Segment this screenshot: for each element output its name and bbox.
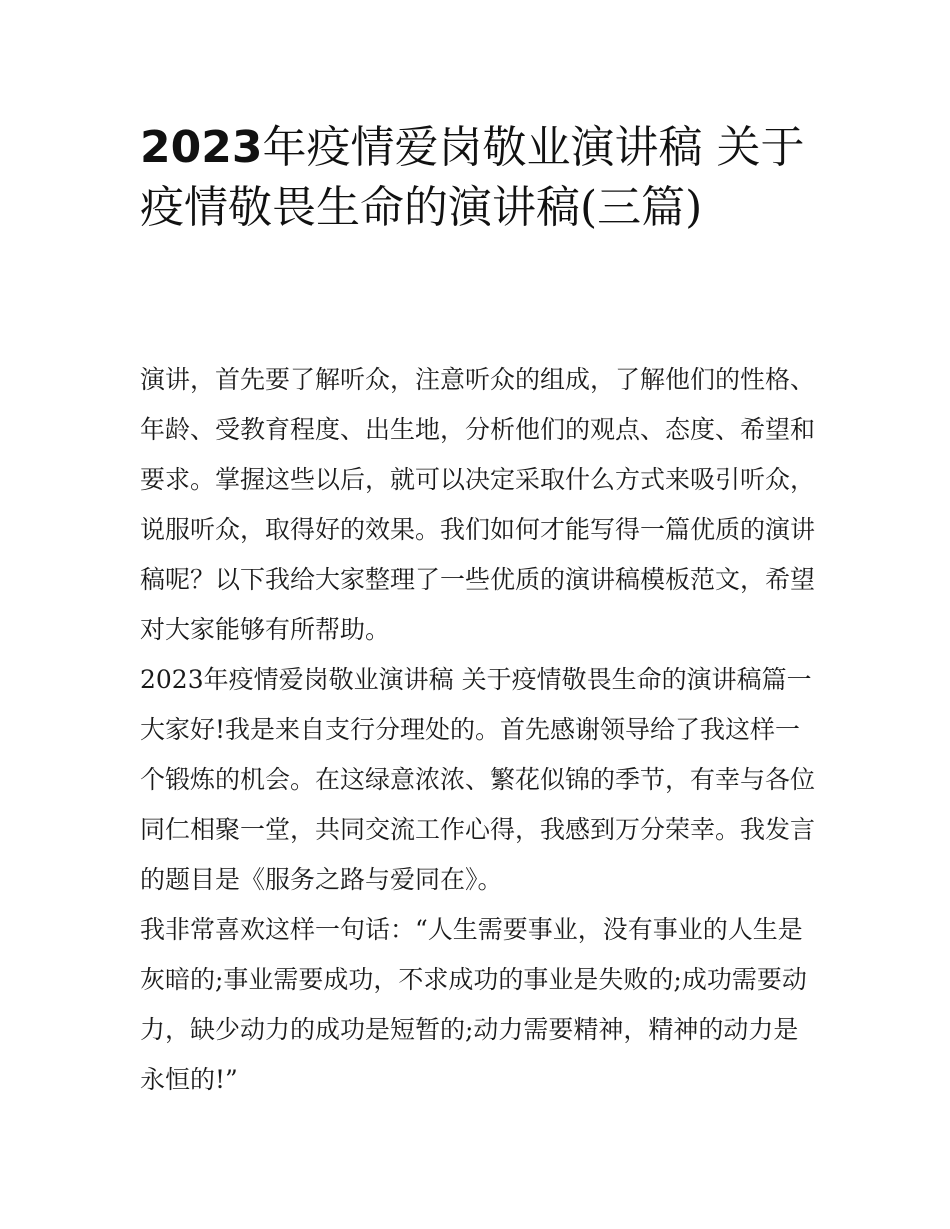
title-year: 2023	[140, 122, 263, 173]
paragraph-greeting: 大家好!我是来自支行分理处的。首先感谢领导给了我这样一个锻炼的机会。在这绿意浓浓、繁花似锦的季节，有幸与各位同仁相聚一堂，共同交流工作心得，我感到万分荣幸。我发言的题目是《服务之路与爱同在》。	[140, 715, 816, 894]
paragraph-section-heading: 2023年疫情爱岗敬业演讲稿 关于疫情敬畏生命的演讲稿篇一	[140, 665, 812, 694]
paragraph-quote: 我非常喜欢这样一句话：“人生需要事业，没有事业的人生是灰暗的;事业需要成功，不求成功的事业是失败的;成功需要动力，缺少动力的成功是短暂的;动力需要精神，精神的动力是永恒的!”	[140, 915, 807, 1094]
title-text: 年疫情爱岗敬业演讲稿 关于疫情敬畏生命的演讲稿(三篇)	[140, 122, 805, 233]
paragraph-intro: 演讲，首先要了解听众，注意听众的组成，了解他们的性格、年龄、受教育程度、出生地，分析他们的观点、态度、希望和要求。掌握这些以后，就可以决定采取什么方式来吸引听众，说服听众，取得好的效果。我们如何才能写得一篇优质的演讲稿呢？以下我给大家整理了一些优质的演讲稿模板范文，希望对大家能够有所帮助。	[140, 365, 816, 644]
document-title	[140, 118, 820, 238]
document-body	[140, 355, 820, 1105]
